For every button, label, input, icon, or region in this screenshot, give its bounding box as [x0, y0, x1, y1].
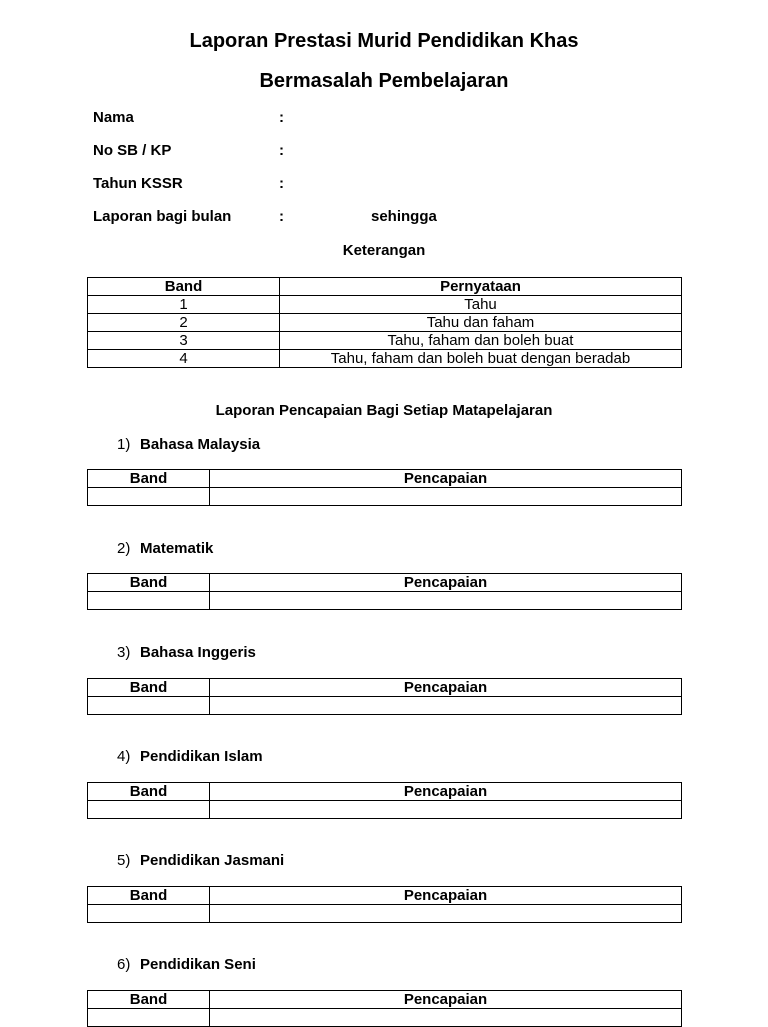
achievement-input-cell[interactable] — [210, 801, 682, 819]
column-header-band: Band — [88, 574, 210, 592]
subject-heading — [117, 852, 284, 869]
subject-number: 5) — [117, 852, 131, 869]
subject-heading — [117, 956, 256, 973]
subject-heading — [117, 436, 260, 453]
column-header-pencapaian: Pencapaian — [210, 679, 682, 697]
legend-table — [87, 277, 682, 368]
subject-name: Matematik — [140, 540, 214, 557]
statement-cell: Tahu — [280, 296, 682, 314]
subject-heading — [117, 748, 263, 765]
subject-table — [87, 990, 682, 1027]
column-header-pencapaian: Pencapaian — [210, 470, 682, 488]
subject-name: Bahasa Malaysia — [140, 436, 261, 453]
column-header-band: Band — [88, 991, 210, 1009]
statement-cell: Tahu, faham dan boleh buat — [280, 332, 682, 350]
column-header-pencapaian: Pencapaian — [210, 887, 682, 905]
band-input-cell[interactable] — [88, 905, 210, 923]
table-header-row — [88, 278, 682, 296]
field-label: Nama — [93, 109, 134, 126]
column-header-pencapaian: Pencapaian — [210, 783, 682, 801]
legend-heading: Keterangan — [342, 242, 426, 259]
subject-number: 1) — [117, 436, 131, 453]
table-row — [88, 332, 682, 350]
column-header-pernyataan: Pernyataan — [280, 278, 682, 296]
column-header-band: Band — [88, 470, 210, 488]
field-colon: : — [279, 175, 284, 192]
band-input-cell[interactable] — [88, 697, 210, 715]
subject-table — [87, 469, 682, 506]
statement-cell: Tahu, faham dan boleh buat dengan beradab — [280, 350, 682, 368]
table-row — [88, 350, 682, 368]
field-colon: : — [279, 109, 284, 126]
field-sehingga: sehingga — [371, 208, 437, 225]
field-label: Tahun KSSR — [93, 175, 183, 192]
band-cell: 1 — [88, 296, 280, 314]
subject-name: Pendidikan Jasmani — [140, 852, 285, 869]
column-header-band: Band — [88, 278, 280, 296]
field-label: Laporan bagi bulan — [93, 208, 232, 225]
column-header-band: Band — [88, 679, 210, 697]
subject-name: Pendidikan Seni — [140, 956, 256, 973]
field-label: No SB / KP — [93, 142, 172, 159]
report-heading: Laporan Pencapaian Bagi Setiap Matapelajaran — [215, 402, 553, 419]
field-tahun-kssr — [93, 175, 693, 195]
subject-name: Pendidikan Islam — [140, 748, 263, 765]
field-colon: : — [279, 208, 284, 225]
subject-number: 3) — [117, 644, 131, 661]
column-header-pencapaian: Pencapaian — [210, 991, 682, 1009]
subject-number: 6) — [117, 956, 131, 973]
table-row — [88, 314, 682, 332]
subject-table — [87, 782, 682, 819]
page-subtitle: Bermasalah Pembelajaran — [259, 70, 509, 92]
band-cell: 4 — [88, 350, 280, 368]
column-header-band: Band — [88, 887, 210, 905]
band-cell: 2 — [88, 314, 280, 332]
page-title: Laporan Prestasi Murid Pendidikan Khas — [189, 30, 579, 52]
achievement-input-cell[interactable] — [210, 592, 682, 610]
band-input-cell[interactable] — [88, 801, 210, 819]
band-cell: 3 — [88, 332, 280, 350]
field-no-sb-kp — [93, 142, 693, 162]
column-header-pencapaian: Pencapaian — [210, 574, 682, 592]
subject-table — [87, 886, 682, 923]
field-nama — [93, 109, 693, 129]
subject-heading — [117, 540, 213, 557]
subject-number: 2) — [117, 540, 131, 557]
band-input-cell[interactable] — [88, 592, 210, 610]
subject-name: Bahasa Inggeris — [140, 644, 256, 661]
statement-cell: Tahu dan faham — [280, 314, 682, 332]
subject-table — [87, 678, 682, 715]
band-input-cell[interactable] — [88, 488, 210, 506]
field-colon: : — [279, 142, 284, 159]
achievement-input-cell[interactable] — [210, 488, 682, 506]
field-laporan-bulan — [93, 208, 693, 228]
achievement-input-cell[interactable] — [210, 697, 682, 715]
subject-table — [87, 573, 682, 610]
subject-heading — [117, 644, 256, 661]
column-header-band: Band — [88, 783, 210, 801]
achievement-input-cell[interactable] — [210, 905, 682, 923]
subject-number: 4) — [117, 748, 131, 765]
table-row — [88, 296, 682, 314]
